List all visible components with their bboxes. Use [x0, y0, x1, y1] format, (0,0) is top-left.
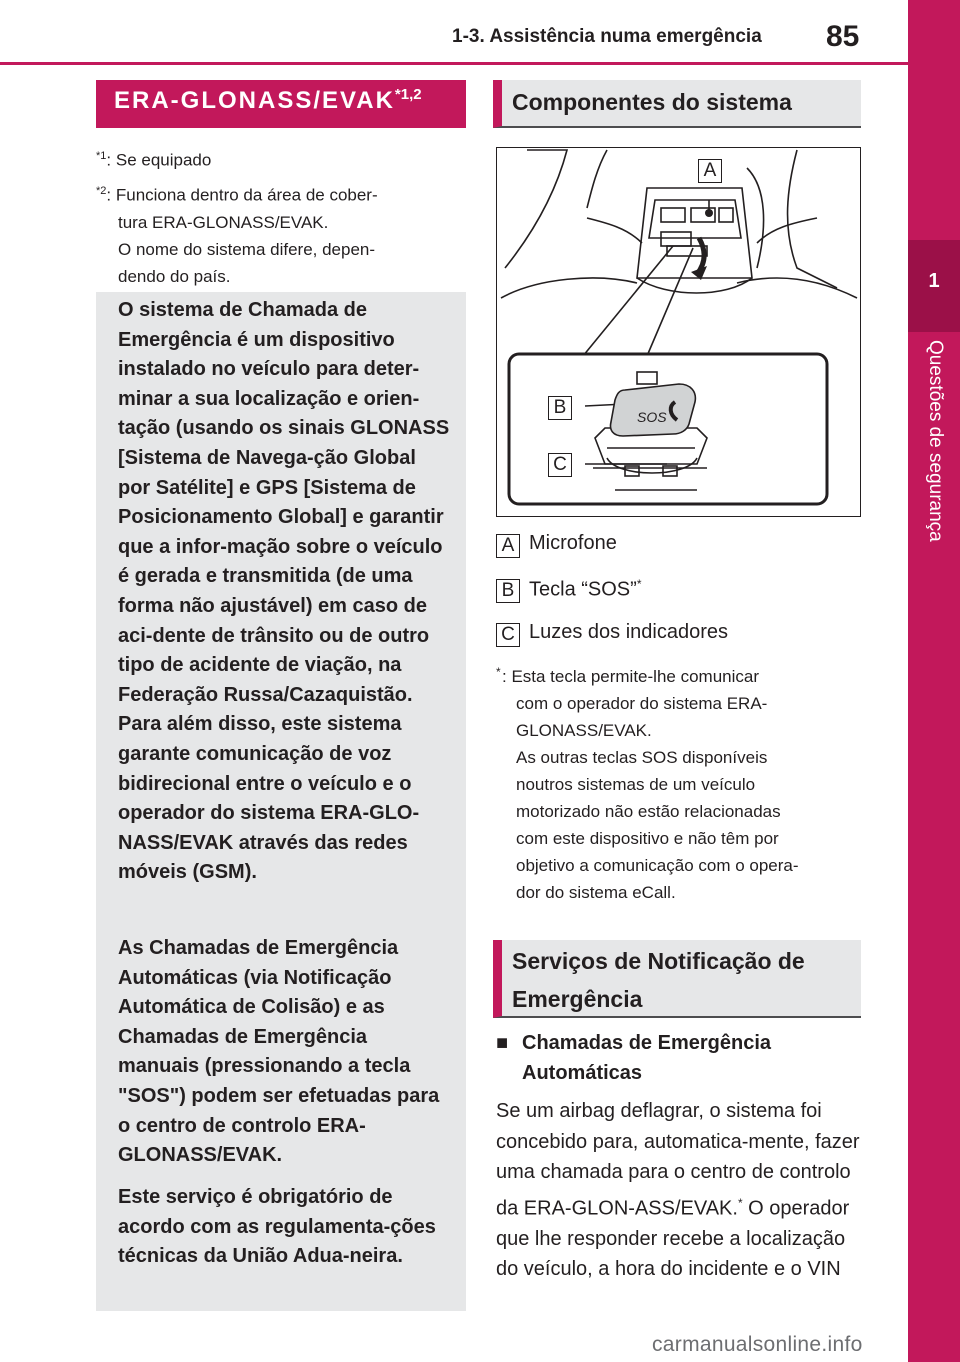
note-line: com este dispositivo e não têm por: [516, 829, 779, 848]
body-text: Se um airbag deflagrar, o sistema foi concebido para, automatica-mente, fazer uma chamada para o centro de controlo da ERA-GLON-ASS/EVAK.: [496, 1100, 860, 1220]
automatic-calls-subheading: [496, 1028, 856, 1088]
figure-label-b: B: [548, 396, 572, 420]
sos-key-note: [496, 663, 861, 906]
note-line: motorizado não estão relacionadas: [516, 802, 781, 821]
info-paragraph: O sistema de Chamada de Emergência é um dispositivo instalado no veículo para deter-minar a sua localização e orien-tação (usando os sinais GLONASS [Sistema de Navega-ção Global por Satélite] e GPS [Sistema de Posicionamento Global] e garantir que a infor-mação sobre o veículo é gerada e transmitida (de uma forma não ajustável) em caso de aci-dente de trânsito ou de outro tipo de acidente de viação, na Federação Russa/Cazaquistão. Para além disso, este sistema garante comunicação de voz bidirecional entre o veículo e o operador do sistema ERA-GLO-NASS/EVAK através das redes móveis (GSM).: [118, 299, 450, 884]
figure-label-a: A: [698, 159, 722, 183]
legend-text: Microfone: [529, 532, 617, 554]
legend-sup: *: [636, 577, 642, 591]
note-line: noutros sistemas de um veículo: [516, 775, 756, 794]
footnote-2-text: : Funciona dentro da área de cober-: [106, 185, 378, 205]
note-first-line: : Esta tecla permite-lhe comunicar: [502, 667, 759, 686]
chapter-side-strip: [908, 0, 960, 1362]
page-number: 85: [826, 20, 860, 53]
note-line: dor do sistema eCall.: [516, 883, 676, 902]
footnote-2: [96, 178, 466, 290]
note-line: com o operador do sistema ERA-: [516, 694, 768, 713]
body-text-continued: O operador que lhe responder recebe a localização do veículo, a hora do incidente e o VIN: [496, 1197, 850, 1281]
note-line: GLONASS/EVAK.: [516, 721, 652, 740]
automatic-calls-body: [496, 1096, 861, 1285]
era-heading-text: ERA-GLONASS/EVAK: [114, 87, 395, 114]
note-mark: *: [496, 665, 501, 679]
era-heading: [114, 86, 422, 115]
footnote-1-text: : Se equipado: [106, 150, 212, 170]
era-heading-sup: *1,2: [394, 86, 422, 103]
legend-text: Tecla “SOS”: [529, 578, 637, 601]
footnote-2-line: tura ERA-GLONASS/EVAK.: [118, 212, 329, 232]
chapter-label: Questões de segurança: [925, 340, 946, 542]
notification-heading: [493, 940, 861, 1018]
footnote-2-mark: *2: [96, 185, 107, 197]
footnote-1: [96, 143, 211, 174]
legend-letter: C: [496, 623, 520, 647]
subheading-text: Chamadas de Emergência Automáticas: [522, 1032, 771, 1084]
note-line: objetivo a comunicação com o opera-: [516, 856, 799, 875]
watermark: carmanualsonline.info: [652, 1333, 863, 1356]
chapter-number: 1: [928, 270, 940, 292]
figure-label-c: C: [548, 453, 572, 477]
header-rule: [0, 62, 908, 65]
square-bullet-icon: ■: [496, 1032, 509, 1054]
footnote-2-line: dendo do país.: [118, 266, 231, 286]
footnote-1-mark: *1: [96, 150, 107, 162]
notification-heading-line: Emergência: [512, 986, 643, 1012]
legend-letter: A: [496, 534, 520, 558]
body-sup: *: [737, 1195, 743, 1210]
notification-heading-line: Serviços de Notificação de: [512, 948, 805, 974]
section-title: 1-3. Assistência numa emergência: [452, 26, 762, 47]
info-paragraph: As Chamadas de Emergência Automáticas (via Notificação Automática de Colisão) e as Chamadas de Emergência manuais (pressionando a tecla "SOS") podem ser efetuadas para o centro de controlo ERA-GLONASS/EVAK.: [118, 937, 440, 1167]
note-line: As outras teclas SOS disponíveis: [516, 748, 768, 767]
components-illustration: [496, 147, 861, 517]
components-heading-text: Componentes do sistema: [512, 89, 792, 115]
footnote-2-line: O nome do sistema difere, depen-: [118, 239, 376, 259]
components-heading: [493, 80, 861, 128]
sos-button-label: SOS: [637, 409, 667, 425]
legend-text: Luzes dos indicadores: [529, 621, 729, 643]
info-paragraph: Este serviço é obrigatório de acordo com as regulamenta-ções técnicas da União Adua-neira.: [118, 1186, 436, 1268]
legend-letter: B: [496, 579, 520, 603]
